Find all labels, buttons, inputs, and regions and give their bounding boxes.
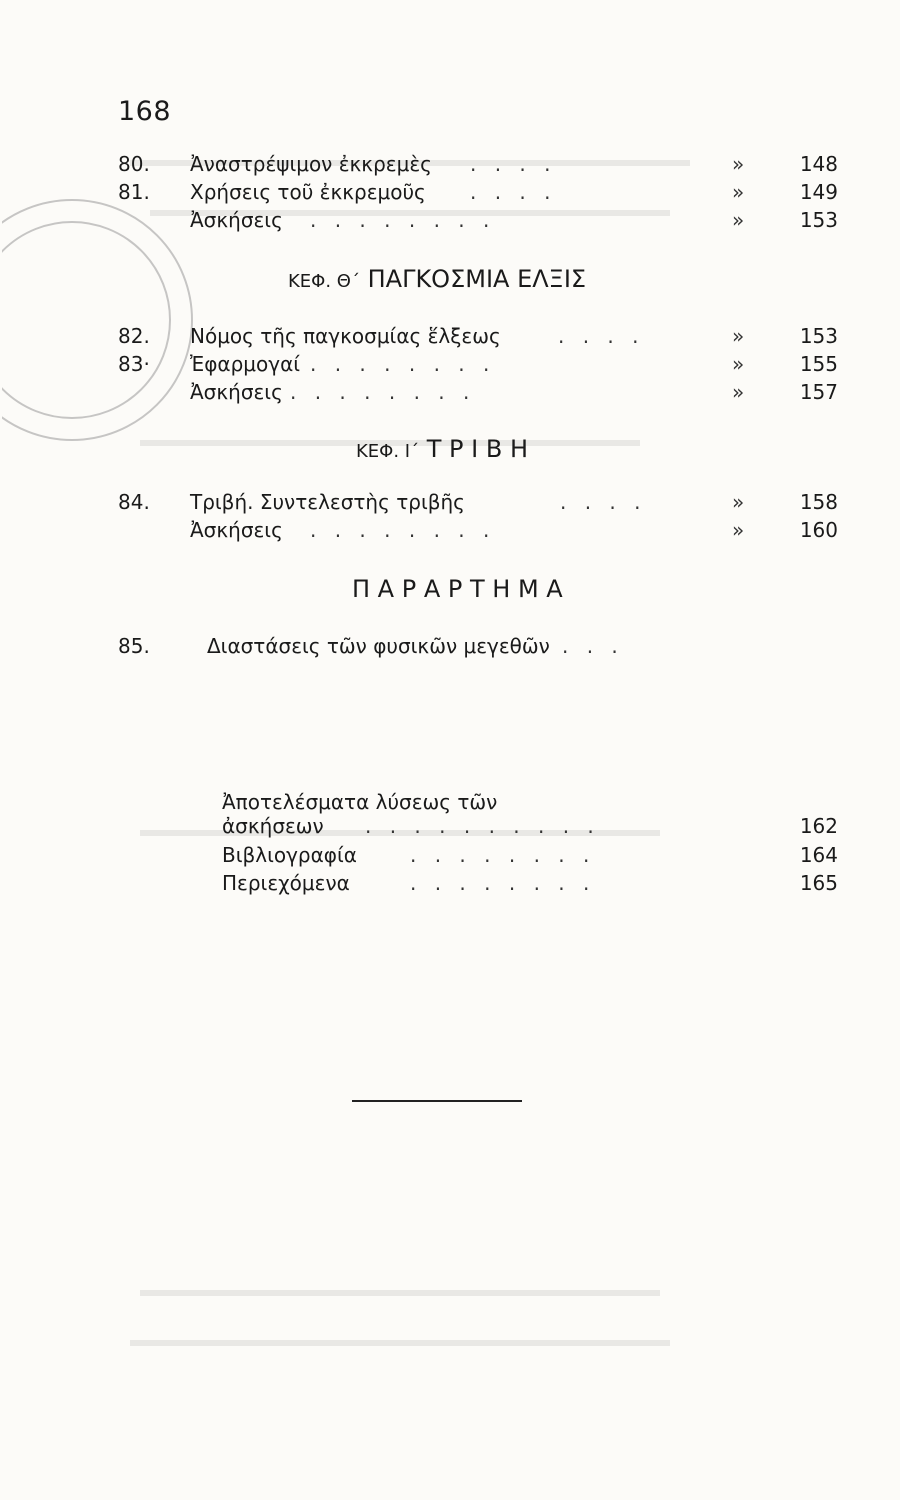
chapter-title: ΠΑΓΚΟΣΜΙΑ ΕΛΞΙΣ [367, 265, 587, 293]
entry-title: Ἀσκήσεις [190, 518, 283, 542]
ditto-mark: » [732, 352, 745, 376]
entry-title: Βιβλιογραφία [222, 843, 357, 867]
entry-page: 165 [799, 871, 838, 895]
ditto-mark: » [732, 490, 745, 514]
entry-title: Ἀναστρέψιμον ἐκκρεμὲς [190, 152, 432, 176]
leader-dots: . . . . [470, 152, 557, 176]
entry-number: 83· [118, 352, 150, 376]
entry-title: Διαστάσεις τῶν φυσικῶν μεγεθῶν [207, 634, 550, 658]
entry-number: 85. [118, 634, 150, 658]
chapter-prefix: ΚΕΦ. Θ΄ [288, 271, 360, 292]
entry-number: 81. [118, 180, 150, 204]
leader-dots: . . . . . . . . [290, 380, 476, 404]
entry-title: Χρήσεις τοῦ ἐκκρεμοῦς [190, 180, 426, 204]
toc-entry [0, 178, 900, 206]
leader-dots: . . . . [558, 324, 645, 348]
leader-dots: . . . [562, 634, 624, 658]
entry-number: 84. [118, 490, 150, 514]
toc-entry [0, 812, 900, 840]
entry-page: 149 [799, 180, 838, 204]
entry-page: 162 [799, 814, 838, 838]
entry-number: 80. [118, 152, 150, 176]
leader-dots: . . . . . . . . . . [365, 814, 600, 838]
ditto-mark: » [732, 180, 745, 204]
toc-entry [0, 378, 900, 406]
entry-page: 153 [799, 208, 838, 232]
entry-page: 153 [799, 324, 838, 348]
ditto-mark: » [732, 380, 745, 404]
toc-entry [0, 488, 900, 516]
toc-entry [0, 206, 900, 234]
leader-dots: . . . . . . . . [310, 208, 496, 232]
toc-entry [0, 869, 900, 897]
leader-dots: . . . . . . . . [310, 518, 496, 542]
entry-title: ἀσκήσεων [222, 814, 324, 838]
entry-number: 82. [118, 324, 150, 348]
entry-page: 164 [799, 843, 838, 867]
entry-title: Ἀποτελέσματα λύσεως τῶν [222, 790, 498, 814]
entry-title: Ἀσκήσεις [190, 380, 283, 404]
chapter-prefix: ΚΕΦ. Ι΄ [356, 441, 420, 462]
entry-title: Ἐφαρμογαί [190, 352, 301, 376]
entry-title: Περιεχόμενα [222, 871, 350, 895]
entry-page: 157 [799, 380, 838, 404]
closing-rule [352, 1100, 522, 1102]
entry-title: Τριβή. Συντελεστὴς τριβῆς [190, 490, 465, 514]
entry-title: Νόμος τῆς παγκοσμίας ἕλξεως [190, 324, 501, 348]
leader-dots: . . . . [560, 490, 647, 514]
toc-entry [0, 150, 900, 178]
toc-entry [0, 516, 900, 544]
leader-dots: . . . . . . . . [410, 871, 596, 895]
entry-page: 160 [799, 518, 838, 542]
ditto-mark: » [732, 152, 745, 176]
ditto-mark: » [732, 324, 745, 348]
leader-dots: . . . . . . . . [310, 352, 496, 376]
appendix-title: Π Α Ρ Α Ρ Τ Η Μ Α [352, 575, 563, 603]
chapter-title: Τ Ρ Ι Β Η [426, 435, 528, 463]
toc-entry [0, 632, 900, 660]
entry-title: Ἀσκήσεις [190, 208, 283, 232]
page-number: 168 [118, 96, 172, 127]
toc-entry [0, 350, 900, 378]
ditto-mark: » [732, 208, 745, 232]
chapter-heading-theta [0, 262, 900, 296]
entry-page: 155 [799, 352, 838, 376]
chapter-heading-iota [0, 432, 900, 466]
entry-page: 158 [799, 490, 838, 514]
leader-dots: . . . . [470, 180, 557, 204]
appendix-heading [0, 572, 900, 606]
toc-entry [0, 841, 900, 869]
leader-dots: . . . . . . . . [410, 843, 596, 867]
toc-entry [0, 322, 900, 350]
ditto-mark: » [732, 518, 745, 542]
entry-page: 148 [799, 152, 838, 176]
